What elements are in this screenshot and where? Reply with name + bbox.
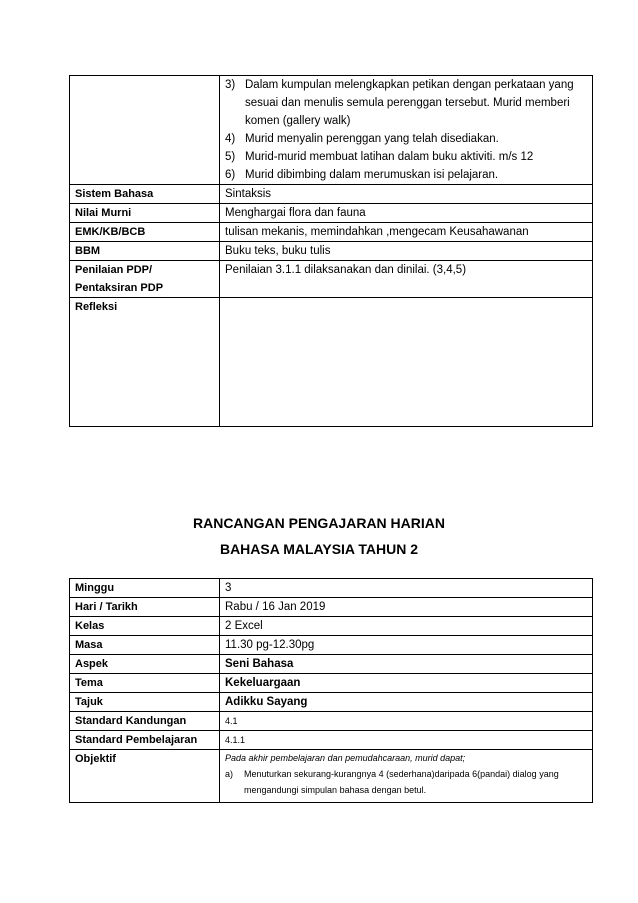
standard-kandungan-row: [70, 712, 593, 731]
penilaian-row: [70, 261, 593, 298]
objektif-item: [225, 766, 587, 798]
sistem-bahasa-row: [70, 185, 593, 204]
sistem-bahasa-label: Sistem Bahasa: [70, 185, 220, 204]
page-title-line1: RANCANGAN PENGAJARAN HARIAN: [192, 515, 445, 531]
tema-value: Kekeluargaan: [220, 674, 593, 693]
standard-kandungan-label: Standard Kandungan: [70, 712, 220, 731]
objektif-label: Objektif: [70, 750, 220, 803]
tajuk-value: Adikku Sayang: [220, 693, 593, 712]
objektif-value: [220, 750, 593, 803]
step-text: Murid menyalin perenggan yang telah disediakan.: [245, 133, 499, 145]
step-text: Murid-murid membuat latihan dalam buku aktiviti. m/s 12: [245, 151, 534, 163]
refleksi-row: [70, 298, 593, 427]
refleksi-label: Refleksi: [70, 298, 220, 427]
sistem-bahasa-value: Sintaksis: [220, 185, 593, 204]
hari-tarikh-row: [70, 598, 593, 617]
bbm-row: [70, 242, 593, 261]
aspek-row: [70, 655, 593, 674]
minggu-row: [70, 579, 593, 598]
penilaian-value: Penilaian 3.1.1 dilaksanakan dan dinilai. (3,4,5): [220, 261, 593, 298]
step-number: 6): [225, 169, 236, 181]
nilai-murni-value: Menghargai flora dan fauna: [220, 204, 593, 223]
steps-cell: [220, 76, 593, 185]
objektif-row: [70, 750, 593, 803]
step-item: [225, 166, 587, 184]
penilaian-label-cell: [70, 261, 220, 298]
tema-label: Tema: [70, 674, 220, 693]
steps-label-cell: [70, 76, 220, 185]
step-item: [225, 76, 587, 130]
refleksi-value: [220, 298, 593, 427]
masa-row: [70, 636, 593, 655]
masa-value: 11.30 pg-12.30pg: [220, 636, 593, 655]
step-item: [225, 148, 587, 166]
tema-row: [70, 674, 593, 693]
objektif-item-number: a): [225, 769, 234, 779]
hari-tarikh-value: Rabu / 16 Jan 2019: [220, 598, 593, 617]
penilaian-label-line2: Pentaksiran PDP: [75, 282, 164, 294]
objektif-intro: Pada akhir pembelajaran dan pemudahcaraan, murid dapat;: [225, 753, 466, 763]
minggu-value: 3: [220, 579, 593, 598]
kelas-row: [70, 617, 593, 636]
step-number: 4): [225, 133, 236, 145]
minggu-label: Minggu: [70, 579, 220, 598]
step-number: 5): [225, 151, 236, 163]
step-text: Murid dibimbing dalam merumuskan isi pelajaran.: [245, 169, 499, 181]
standard-kandungan-value: 4.1: [220, 712, 593, 731]
emk-value: tulisan mekanis, memindahkan ,mengecam Keusahawanan: [220, 223, 593, 242]
standard-pembelajaran-value: 4.1.1: [220, 731, 593, 750]
step-text: Dalam kumpulan melengkapkan petikan dengan perkataan yang sesuai dan menulis semula perenggan tersebut. Murid memberi komen (gallery walk): [245, 79, 574, 127]
hari-tarikh-label: Hari / Tarikh: [70, 598, 220, 617]
standard-pembelajaran-row: [70, 731, 593, 750]
steps-list: [225, 76, 587, 184]
standard-pembelajaran-label: Standard Pembelajaran: [70, 731, 220, 750]
kelas-value: 2 Excel: [220, 617, 593, 636]
steps-row: [70, 76, 593, 185]
tajuk-row: [70, 693, 593, 712]
aspek-label: Aspek: [70, 655, 220, 674]
bbm-label: BBM: [70, 242, 220, 261]
step-number: 3): [225, 79, 236, 91]
nilai-murni-label: Nilai Murni: [70, 204, 220, 223]
masa-label: Masa: [70, 636, 220, 655]
lesson-plan-table: [69, 578, 593, 803]
objektif-item-text: Menuturkan sekurang-kurangnya 4 (sederhana)daripada 6(pandai) dialog yang mengandungi simpulan bahasa dengan betul.: [244, 769, 559, 795]
kelas-label: Kelas: [70, 617, 220, 636]
page-title-line2: BAHASA MALAYSIA TAHUN 2: [219, 541, 419, 557]
aspek-value: Seni Bahasa: [220, 655, 593, 674]
bbm-value: Buku teks, buku tulis: [220, 242, 593, 261]
emk-row: [70, 223, 593, 242]
lesson-plan-table-continued: [69, 75, 593, 427]
step-item: [225, 130, 587, 148]
nilai-murni-row: [70, 204, 593, 223]
emk-label: EMK/KB/BCB: [70, 223, 220, 242]
penilaian-label-line1: Penilaian PDP/: [75, 264, 153, 276]
tajuk-label: Tajuk: [70, 693, 220, 712]
